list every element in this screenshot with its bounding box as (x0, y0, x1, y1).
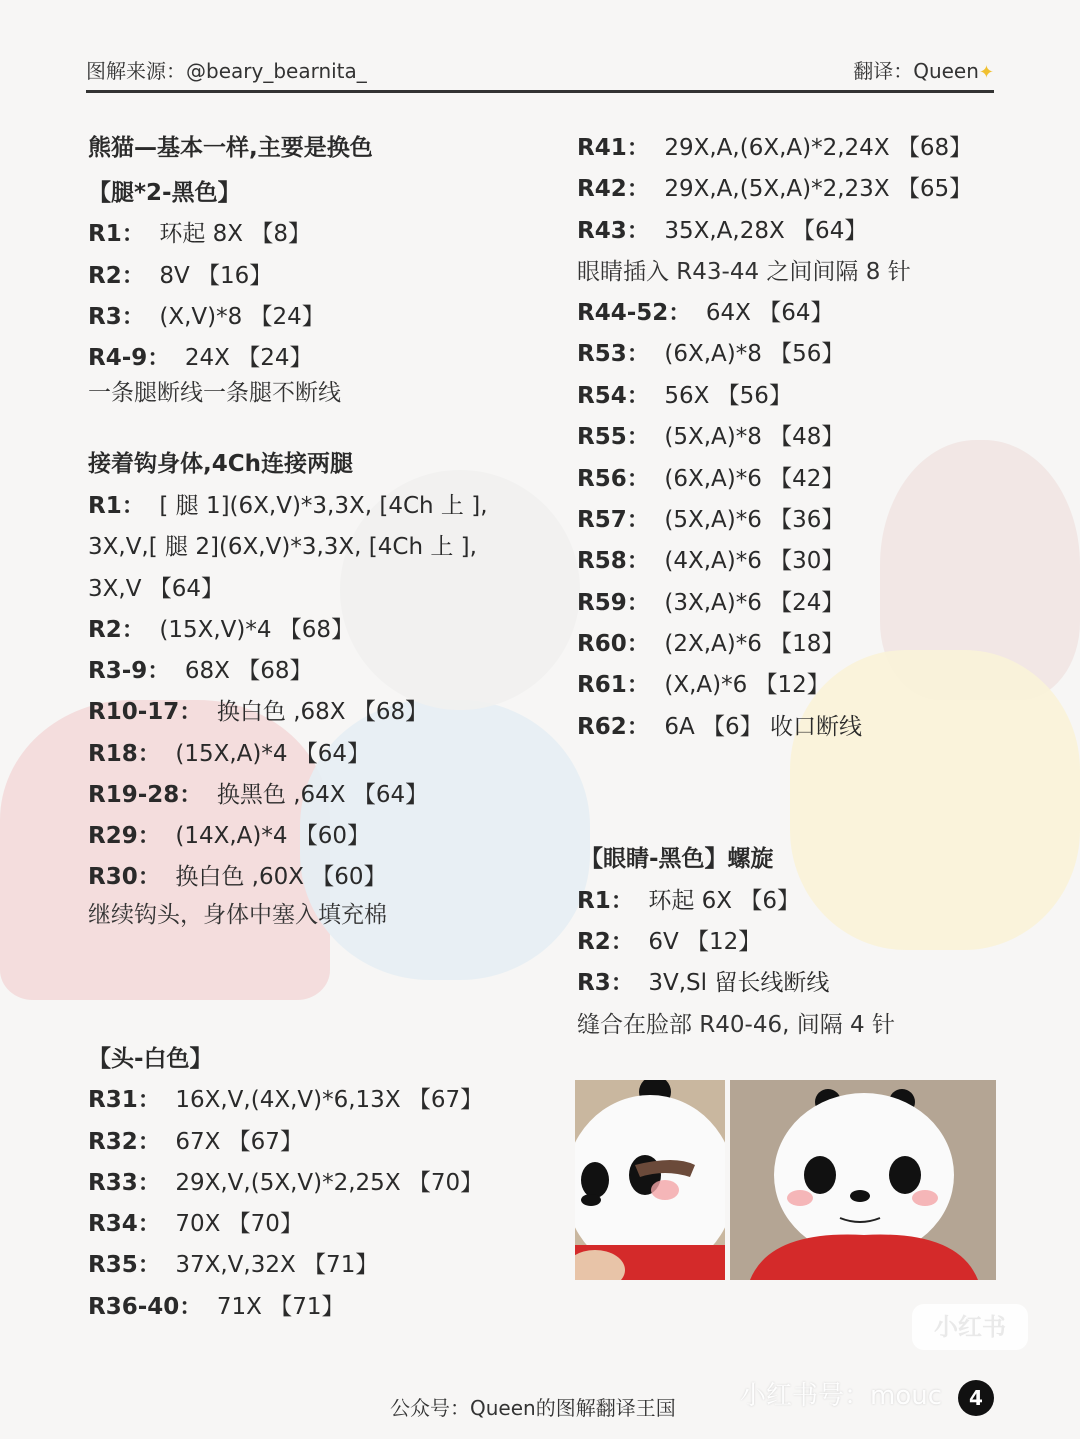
row-head-3: R33： 29X,V,(5X,V)*2,25X 【70】 (88, 1170, 484, 1196)
sparkle-icon: ✦ (978, 62, 994, 83)
row-r44-52: R44-52： 64X 【64】 (577, 300, 834, 326)
body-heading: 接着钩身体,4Ch连接两腿 (88, 451, 353, 477)
row-head-5: R35： 37X,V,32X 【71】 (88, 1252, 379, 1278)
row-head-1: R31： 16X,V,(4X,V)*6,13X 【67】 (88, 1087, 484, 1113)
row-eye-1: R1： 环起 6X 【6】 (577, 888, 800, 914)
row-r60: R60： (2X,A)*6 【18】 (577, 631, 845, 657)
row-r58: R58： (4X,A)*6 【30】 (577, 548, 845, 574)
translator-credit: 翻译：Queen✦ (853, 59, 994, 83)
row-body-5: R18： (15X,A)*4 【64】 (88, 741, 371, 767)
legs-note: 一条腿断线一条腿不断线 (88, 380, 341, 406)
panda-photo-left (575, 1080, 725, 1280)
page-number-badge: 4 (958, 1380, 994, 1416)
row-r41: R41： 29X,A,(6X,A)*2,24X 【68】 (577, 135, 973, 161)
row-eye-3: R3： 3V,Sl 留长线断线 (577, 970, 830, 996)
row-eye-2: R2： 6V 【12】 (577, 929, 762, 955)
panda-head-front-illustration (730, 1080, 996, 1280)
row-head-4: R34： 70X 【70】 (88, 1211, 303, 1237)
section-title: 熊猫—基本一样,主要是换色 (88, 135, 373, 161)
panda-head-side-illustration (575, 1080, 725, 1280)
legs-heading: 【腿*2-黑色】 (88, 180, 241, 206)
row-body-8: R30： 换白色 ,60X 【60】 (88, 864, 387, 890)
row-r53: R53： (6X,A)*8 【56】 (577, 341, 845, 367)
row-body-1-cont: 3X,V,[ 腿 2](6X,V)*3,3X, [4Ch 上 ], (88, 534, 477, 560)
body-note: 继续钩头，身体中塞入填充棉 (88, 902, 387, 928)
row-body-2: R2： (15X,V)*4 【68】 (88, 617, 355, 643)
eye-heading: 【眼睛-黑色】螺旋 (580, 846, 774, 872)
row-r59: R59： (3X,A)*6 【24】 (577, 590, 845, 616)
eyes-insert-note: 眼睛插入 R43-44 之间间隔 8 针 (577, 259, 911, 285)
row-r62: R62： 6A 【6】 收口断线 (577, 714, 862, 740)
row-legs-1: R1： 环起 8X 【8】 (88, 221, 311, 247)
row-body-7: R29： (14X,A)*4 【60】 (88, 823, 371, 849)
row-r56: R56： (6X,A)*6 【42】 (577, 466, 845, 492)
row-legs-2: R2： 8V 【16】 (88, 263, 273, 289)
footer-credit: 公众号：Queen的图解翻译王国 (390, 1396, 676, 1420)
xiaohongshu-logo-watermark: 小红书 (912, 1304, 1028, 1350)
row-r54: R54： 56X 【56】 (577, 383, 792, 409)
row-head-6: R36-40： 71X 【71】 (88, 1294, 345, 1320)
panda-photo-right (730, 1080, 996, 1280)
row-body-6: R19-28： 换黑色 ,64X 【64】 (88, 782, 429, 808)
row-r55: R55： (5X,A)*8 【48】 (577, 424, 845, 450)
row-head-2: R32： 67X 【67】 (88, 1129, 303, 1155)
xiaohongshu-id-watermark: 小红书号：mouc (740, 1381, 943, 1411)
source-credit: 图解来源：@beary_bearnita_ (86, 59, 367, 83)
row-body-4: R10-17： 换白色 ,68X 【68】 (88, 699, 429, 725)
row-body-1-cont-2: 3X,V 【64】 (88, 576, 225, 602)
row-legs-4: R4-9： 24X 【24】 (88, 345, 313, 371)
eye-note: 缝合在脸部 R40-46, 间隔 4 针 (577, 1012, 896, 1038)
row-r42: R42： 29X,A,(5X,A)*2,23X 【65】 (577, 176, 973, 202)
row-r43: R43： 35X,A,28X 【64】 (577, 218, 868, 244)
row-legs-3: R3： (X,V)*8 【24】 (88, 304, 325, 330)
background-yellow-shape (790, 650, 1080, 950)
row-body-1: R1： [ 腿 1](6X,V)*3,3X, [4Ch 上 ], (88, 493, 488, 519)
row-r57: R57： (5X,A)*6 【36】 (577, 507, 845, 533)
row-r61: R61： (X,A)*6 【12】 (577, 672, 830, 698)
row-body-3: R3-9： 68X 【68】 (88, 658, 313, 684)
page-header (86, 50, 994, 93)
head-heading: 【头-白色】 (88, 1046, 213, 1072)
